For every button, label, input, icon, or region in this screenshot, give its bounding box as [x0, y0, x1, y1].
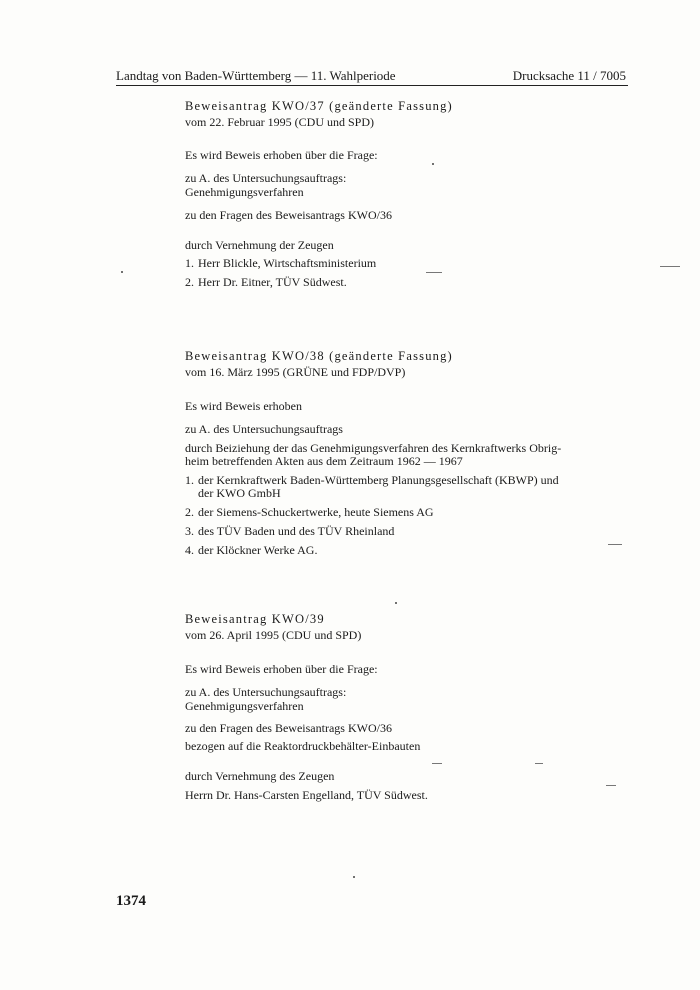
list-item-number: 2.	[185, 275, 194, 289]
scan-speck	[608, 544, 622, 545]
scan-dot	[353, 876, 355, 878]
list-item	[185, 474, 585, 500]
scan-speck	[432, 763, 442, 764]
section-method-line1: durch Beiziehung der das Genehmigungsverfahren des Kernkraftwerks Obrig-	[185, 441, 562, 455]
list-item-number: 2.	[185, 505, 194, 519]
scan-speck	[606, 785, 616, 786]
section-subject-line1: zu A. des Untersuchungsauftrags	[185, 422, 343, 436]
header-right: Drucksache 11 / 7005	[512, 68, 626, 83]
list-item	[185, 257, 585, 270]
scan-speck	[535, 763, 543, 764]
files-list	[185, 474, 585, 557]
section-method: durch Vernehmung des Zeugen	[185, 769, 335, 783]
section-questions: zu den Fragen des Beweisantrags KWO/36	[185, 721, 392, 735]
section-witness: Herrn Dr. Hans-Carsten Engelland, TÜV Südwest.	[185, 788, 428, 802]
list-item-number: 4.	[185, 543, 194, 557]
page-number: 1374	[116, 893, 146, 909]
list-item-number: 1.	[185, 256, 194, 270]
section-questions: zu den Fragen des Beweisantrags KWO/36	[185, 208, 392, 222]
section-related: bezogen auf die Reaktordruckbehälter-Einbauten	[185, 739, 421, 753]
list-item-text: des TÜV Baden und des TÜV Rheinland	[198, 524, 395, 538]
list-item	[185, 506, 585, 519]
running-header	[116, 67, 626, 85]
list-item-text: der Klöckner Werke AG.	[198, 543, 318, 557]
section-subject-line2: Genehmigungsverfahren	[185, 699, 304, 713]
section-date: vom 22. Februar 1995 (CDU und SPD)	[185, 115, 374, 129]
section-subject-line2: Genehmigungsverfahren	[185, 185, 304, 199]
scan-dot	[121, 271, 123, 273]
section-intro: Es wird Beweis erhoben über die Frage:	[185, 148, 378, 162]
list-item	[185, 525, 585, 538]
list-item-text: der Kernkraftwerk Baden-Württemberg Planungsgesellschaft (KBWP) und	[198, 473, 559, 487]
header-rule	[116, 85, 628, 86]
section-title: Beweisantrag KWO/38 (geänderte Fassung)	[185, 349, 453, 363]
scan-dot	[432, 163, 434, 165]
section-kwo37	[185, 99, 585, 289]
header-left: Landtag von Baden-Württemberg — 11. Wahlperiode	[116, 68, 396, 83]
section-date: vom 26. April 1995 (CDU und SPD)	[185, 628, 362, 642]
section-subject-line1: zu A. des Untersuchungsauftrags:	[185, 685, 347, 699]
witness-list	[185, 257, 585, 289]
list-item-text: Herr Blickle, Wirtschaftsministerium	[198, 256, 377, 270]
list-item	[185, 276, 585, 289]
list-item-text-cont: der KWO GmbH	[198, 486, 281, 500]
scan-speck	[426, 272, 442, 273]
section-intro: Es wird Beweis erhoben	[185, 399, 302, 413]
scan-dot	[395, 602, 397, 604]
scan-speck	[660, 266, 680, 267]
section-intro: Es wird Beweis erhoben über die Frage:	[185, 662, 378, 676]
list-item	[185, 544, 585, 557]
section-method: durch Vernehmung der Zeugen	[185, 238, 334, 252]
section-kwo38	[185, 349, 585, 557]
section-title: Beweisantrag KWO/39	[185, 612, 325, 626]
section-kwo39	[185, 612, 585, 802]
list-item-text: Herr Dr. Eitner, TÜV Südwest.	[198, 275, 347, 289]
list-item-text: der Siemens-Schuckertwerke, heute Siemens AG	[198, 505, 434, 519]
list-item-number: 1.	[185, 473, 194, 487]
list-item-number: 3.	[185, 524, 194, 538]
section-date: vom 16. März 1995 (GRÜNE und FDP/DVP)	[185, 365, 406, 379]
section-method-line2: heim betreffenden Akten aus dem Zeitraum 1962 — 1967	[185, 454, 463, 468]
section-title: Beweisantrag KWO/37 (geänderte Fassung)	[185, 99, 453, 113]
section-subject-line1: zu A. des Untersuchungsauftrags:	[185, 171, 347, 185]
